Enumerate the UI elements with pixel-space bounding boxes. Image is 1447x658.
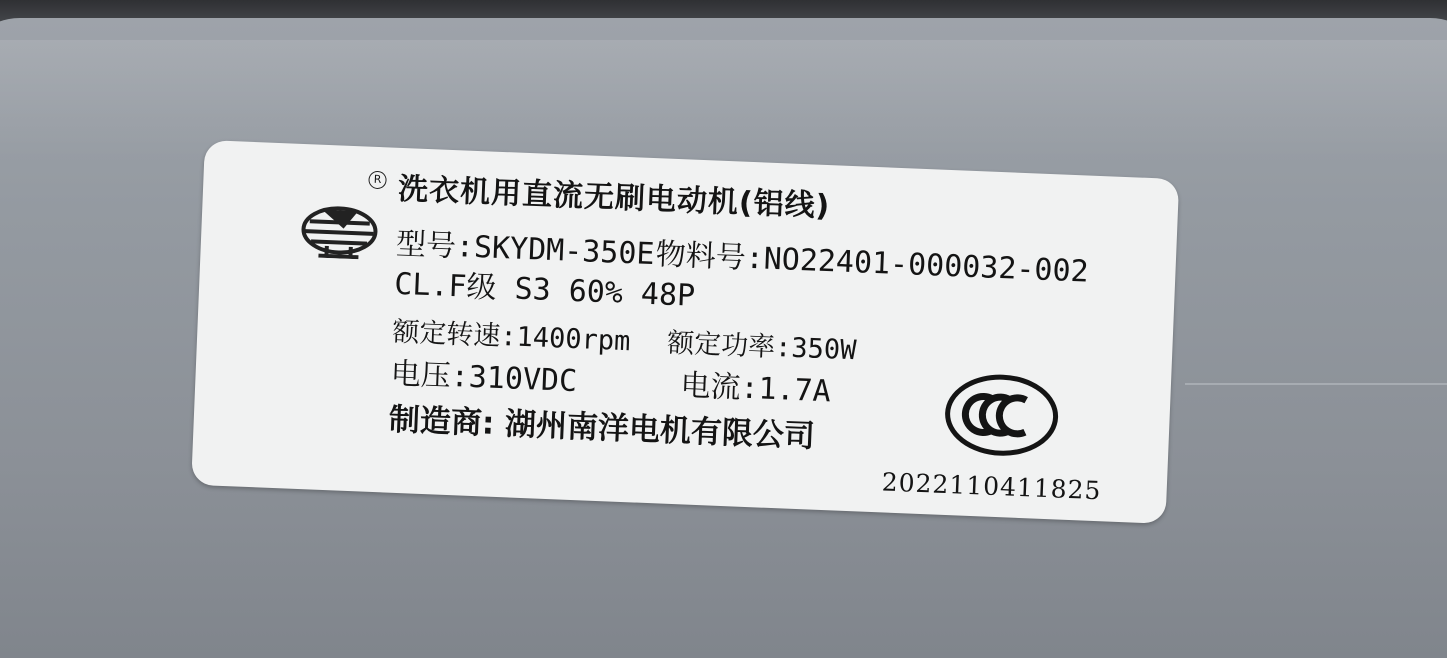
company-logo-icon <box>298 199 380 260</box>
nameplate-label <box>191 140 1179 524</box>
registered-mark: R <box>368 169 387 190</box>
ccc-certification-icon <box>943 372 1060 459</box>
current: 电流:1.7A <box>679 368 832 410</box>
material-number: 物料号:NO22401-000032-002 <box>655 237 1090 290</box>
housing-seam <box>1185 383 1447 385</box>
rated-speed: 额定转速:1400rpm <box>391 316 631 358</box>
product-title: 洗衣机用直流无刷电动机(铝线) <box>397 171 831 225</box>
voltage: 电压:310VDC <box>390 356 578 400</box>
model-number: 型号:SKYDM-350E <box>395 226 656 273</box>
manufacturer: 制造商: 湖州南洋电机有限公司 <box>388 401 816 455</box>
serial-number: 2022110411825 <box>881 467 1103 506</box>
rated-power: 额定功率:350W <box>666 327 857 367</box>
insulation-class-line: CL.F级 S3 60% 48P <box>393 266 696 314</box>
